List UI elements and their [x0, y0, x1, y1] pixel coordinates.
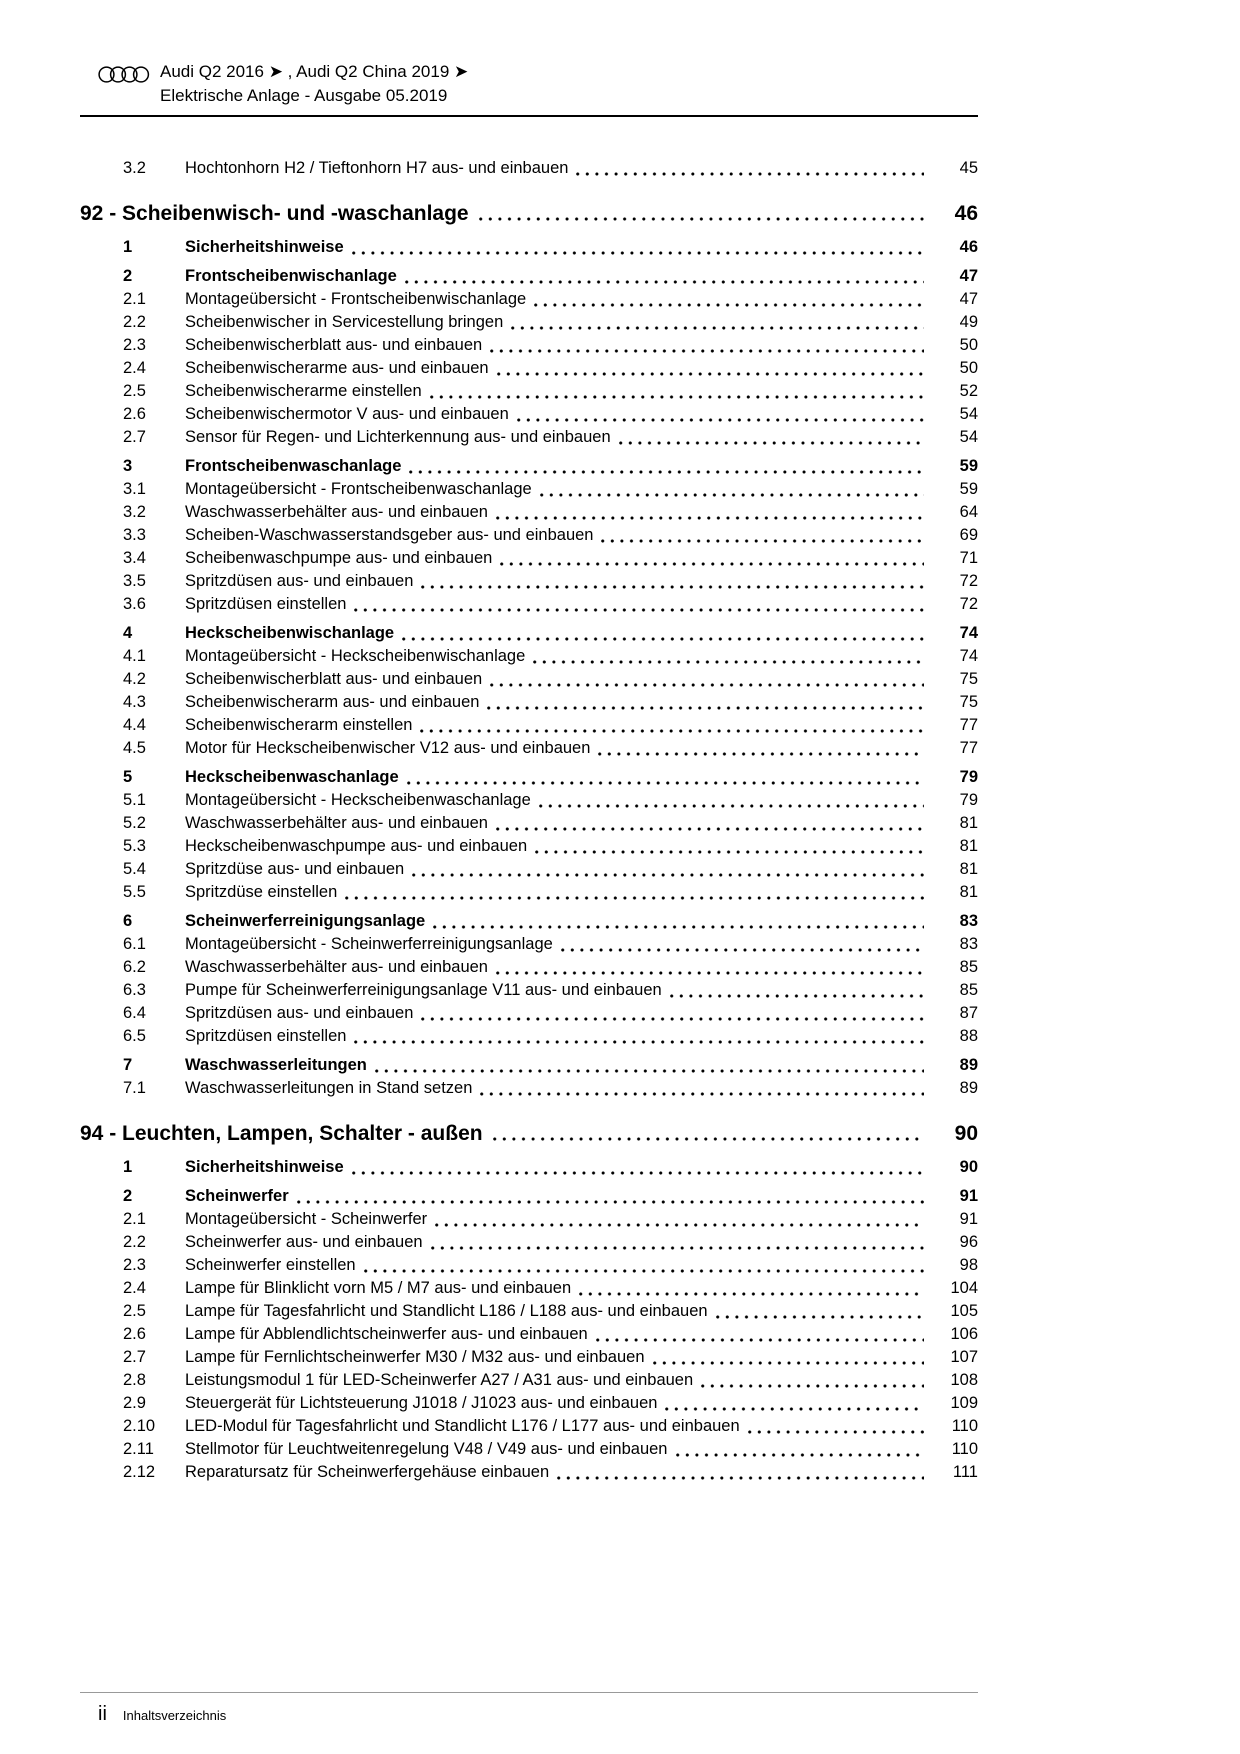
dotted-leader	[420, 729, 924, 733]
toc-entry	[80, 455, 978, 478]
toc-entry	[80, 979, 978, 1002]
entry-page-number: 75	[959, 670, 978, 688]
entry-number: 5.5	[123, 883, 146, 901]
dotted-leader	[561, 948, 924, 952]
toc-entry	[80, 835, 978, 858]
entry-number: 2.4	[123, 359, 146, 377]
entry-title: Montageübersicht - Scheinwerfer	[185, 1210, 428, 1228]
entry-page-number: 50	[959, 359, 978, 377]
entry-page-number: 71	[959, 549, 978, 567]
entry-title: Stellmotor für Leuchtweitenregelung V48 / V49 aus- und einbauen	[185, 1440, 668, 1458]
toc-section-heading	[80, 200, 978, 227]
entry-page-number: 104	[950, 1279, 978, 1297]
entry-title: Lampe für Fernlichtscheinwerfer M30 / M32 aus- und einbauen	[185, 1348, 645, 1366]
toc-entry	[80, 501, 978, 524]
entry-page-number: 81	[959, 883, 978, 901]
entry-number: 4.3	[123, 693, 146, 711]
entry-title: Scheibenwischer in Servicestellung bringen	[185, 313, 504, 331]
entry-page-number: 54	[959, 405, 978, 423]
entry-page-number: 91	[959, 1210, 978, 1228]
entry-page-number: 105	[950, 1302, 978, 1320]
toc-entry	[80, 1415, 978, 1438]
entry-page-number: 91	[959, 1187, 978, 1205]
dotted-leader	[533, 660, 924, 664]
entry-number: 6.1	[123, 935, 146, 953]
toc-entry	[80, 1185, 978, 1208]
entry-number: 3.4	[123, 549, 146, 567]
entry-page-number: 52	[959, 382, 978, 400]
entry-page-number: 98	[959, 1256, 978, 1274]
toc-entry	[80, 288, 978, 311]
dotted-leader	[493, 1137, 924, 1141]
entry-number: 2.1	[123, 290, 146, 308]
toc-entry	[80, 357, 978, 380]
toc-entry	[80, 1208, 978, 1231]
entry-page-number: 49	[959, 313, 978, 331]
entry-page-number: 106	[950, 1325, 978, 1343]
dotted-leader	[497, 372, 924, 376]
entry-title: Scheinwerfer einstellen	[185, 1256, 356, 1274]
entry-page-number: 110	[951, 1417, 978, 1435]
toc-entry	[80, 910, 978, 933]
entry-number: 2.7	[123, 1348, 146, 1366]
entry-title: Hochtonhorn H2 / Tieftonhorn H7 aus- und einbauen	[185, 159, 569, 177]
entry-number: 6.4	[123, 1004, 146, 1022]
entry-title: Reparatursatz für Scheinwerfergehäuse einbauen	[185, 1463, 550, 1481]
entry-page-number: 79	[959, 791, 978, 809]
entry-page-number: 87	[959, 1004, 978, 1022]
entry-page-number: 74	[959, 647, 978, 665]
entry-title: Heckscheibenwischanlage	[185, 624, 395, 642]
entry-page-number: 81	[959, 860, 978, 878]
toc-entry	[80, 157, 978, 180]
entry-page-number: 83	[959, 935, 978, 953]
toc-entry	[80, 524, 978, 547]
toc-entry	[80, 334, 978, 357]
toc-entry	[80, 1346, 978, 1369]
entry-number: 2.11	[123, 1440, 154, 1458]
entry-title: Spritzdüsen einstellen	[185, 1027, 347, 1045]
entry-number: 3.2	[123, 159, 146, 177]
toc-entry	[80, 426, 978, 449]
entry-page-number: 89	[959, 1079, 978, 1097]
entry-title: Waschwasserbehälter aus- und einbauen	[185, 814, 488, 832]
entry-title: Sicherheitshinweise	[185, 1158, 344, 1176]
entry-title: Montageübersicht - Scheinwerferreinigungsanlage	[185, 935, 553, 953]
toc-entry	[80, 1077, 978, 1100]
entry-title: Scheibenwischerarme einstellen	[185, 382, 422, 400]
entry-number: 2	[123, 1187, 133, 1205]
dotted-leader	[579, 1292, 924, 1296]
entry-title: Heckscheibenwaschanlage	[185, 768, 399, 786]
entry-number: 3.6	[123, 595, 146, 613]
entry-page-number: 96	[959, 1233, 978, 1251]
entry-number: 7	[123, 1056, 133, 1074]
dotted-leader	[601, 539, 924, 543]
entry-title: Frontscheibenwischanlage	[185, 267, 397, 285]
entry-number: 3	[123, 457, 133, 475]
dotted-leader	[490, 349, 924, 353]
entry-number: 3.2	[123, 503, 146, 521]
entry-title: Waschwasserleitungen	[185, 1056, 367, 1074]
dotted-leader	[412, 873, 924, 877]
entry-title: Scheinwerferreinigungsanlage	[185, 912, 426, 930]
entry-number: 4.2	[123, 670, 146, 688]
dotted-leader	[511, 326, 924, 330]
entry-title: Spritzdüse einstellen	[185, 883, 338, 901]
dotted-leader	[701, 1384, 924, 1388]
entry-title: Lampe für Tagesfahrlicht und Standlicht L186 / L188 aus- und einbauen	[185, 1302, 708, 1320]
entry-title: Leistungsmodul 1 für LED-Scheinwerfer A27 / A31 aus- und einbauen	[185, 1371, 694, 1389]
toc-entry	[80, 1323, 978, 1346]
dotted-leader	[670, 994, 924, 998]
entry-title: Scheiben-Waschwasserstandsgeber aus- und einbauen	[185, 526, 594, 544]
toc-entry	[80, 1300, 978, 1323]
dotted-leader	[496, 516, 924, 520]
entry-number: 2.9	[123, 1394, 146, 1412]
entry-title: Pumpe für Scheinwerferreinigungsanlage V11 aus- und einbauen	[185, 981, 662, 999]
entry-number: 2.8	[123, 1371, 146, 1389]
entry-number: 2.1	[123, 1210, 146, 1228]
dotted-leader	[557, 1476, 924, 1480]
dotted-leader	[480, 1092, 924, 1096]
dotted-leader	[517, 418, 924, 422]
entry-number: 2.2	[123, 313, 146, 331]
entry-number: 5.4	[123, 860, 146, 878]
entry-title: Montageübersicht - Heckscheibenwischanlage	[185, 647, 526, 665]
dotted-leader	[665, 1407, 924, 1411]
entry-title: Spritzdüsen aus- und einbauen	[185, 1004, 414, 1022]
entry-page-number: 111	[952, 1463, 978, 1481]
entry-number: 2.12	[123, 1463, 156, 1481]
dotted-leader	[619, 441, 924, 445]
entry-number: 1	[123, 238, 133, 256]
toc-entry	[80, 1025, 978, 1048]
toc-entry	[80, 1254, 978, 1277]
entry-number: 2.7	[123, 428, 146, 446]
section-page-number: 46	[954, 202, 978, 225]
dotted-leader	[534, 303, 924, 307]
header-text	[160, 60, 468, 108]
entry-page-number: 85	[959, 958, 978, 976]
dotted-leader	[345, 896, 924, 900]
entry-title: Scheibenwischerblatt aus- und einbauen	[185, 336, 483, 354]
entry-title: Lampe für Blinklicht vorn M5 / M7 aus- und einbauen	[185, 1279, 572, 1297]
entry-number: 4.5	[123, 739, 146, 757]
toc-entry	[80, 1369, 978, 1392]
entry-page-number: 45	[959, 159, 978, 177]
dotted-leader	[421, 1017, 924, 1021]
dotted-leader	[500, 562, 924, 566]
toc-list	[80, 157, 978, 1484]
toc-entry	[80, 812, 978, 835]
dotted-leader	[535, 850, 924, 854]
entry-number: 2.4	[123, 1279, 146, 1297]
dotted-leader	[407, 781, 924, 785]
toc-entry	[80, 1392, 978, 1415]
entry-page-number: 89	[959, 1056, 978, 1074]
entry-title: Waschwasserleitungen in Stand setzen	[185, 1079, 473, 1097]
toc-entry	[80, 789, 978, 812]
entry-title: Lampe für Abblendlichtscheinwerfer aus- und einbauen	[185, 1325, 588, 1343]
toc-entry	[80, 547, 978, 570]
header-model-line: Audi Q2 2016 ➤ , Audi Q2 China 2019 ➤	[160, 62, 469, 81]
entry-title: LED-Modul für Tagesfahrlicht und Standlicht L176 / L177 aus- und einbauen	[185, 1417, 740, 1435]
page-header	[80, 60, 978, 108]
entry-number: 5.3	[123, 837, 146, 855]
dotted-leader	[421, 585, 924, 589]
dotted-leader	[487, 706, 924, 710]
entry-number: 2.5	[123, 1302, 146, 1320]
dotted-leader	[716, 1315, 924, 1319]
entry-number: 5.1	[123, 791, 146, 809]
toc-entry	[80, 766, 978, 789]
dotted-leader	[364, 1269, 924, 1273]
dotted-leader	[490, 683, 924, 687]
section-page-number: 90	[954, 1122, 978, 1145]
entry-title: Montageübersicht - Heckscheibenwaschanlage	[185, 791, 531, 809]
toc-entry	[80, 593, 978, 616]
entry-page-number: 54	[959, 428, 978, 446]
entry-page-number: 108	[950, 1371, 978, 1389]
toc-entry	[80, 570, 978, 593]
dotted-leader	[375, 1069, 924, 1073]
entry-number: 2.3	[123, 336, 146, 354]
entry-page-number: 72	[959, 595, 978, 613]
entry-number: 3.1	[123, 480, 146, 498]
entry-number: 6.5	[123, 1027, 146, 1045]
toc-entry	[80, 668, 978, 691]
audi-rings-icon	[98, 65, 150, 84]
dotted-leader	[748, 1430, 924, 1434]
entry-page-number: 109	[950, 1394, 978, 1412]
dotted-leader	[540, 493, 924, 497]
section-title: 94 - Leuchten, Lampen, Schalter - außen	[80, 1122, 483, 1145]
entry-title: Scheibenwaschpumpe aus- und einbauen	[185, 549, 493, 567]
entry-number: 1	[123, 1158, 133, 1176]
toc-entry	[80, 1231, 978, 1254]
toc-entry	[80, 1277, 978, 1300]
entry-title: Waschwasserbehälter aus- und einbauen	[185, 503, 488, 521]
dotted-leader	[402, 637, 924, 641]
entry-page-number: 47	[959, 267, 978, 285]
entry-page-number: 110	[951, 1440, 978, 1458]
toc-entry	[80, 645, 978, 668]
toc-entry	[80, 691, 978, 714]
toc-entry	[80, 737, 978, 760]
page-content	[80, 0, 978, 1484]
entry-number: 2.3	[123, 1256, 146, 1274]
entry-title: Scheibenwischerarme aus- und einbauen	[185, 359, 489, 377]
entry-title: Sicherheitshinweise	[185, 238, 344, 256]
entry-page-number: 75	[959, 693, 978, 711]
toc-entry	[80, 265, 978, 288]
dotted-leader	[352, 1171, 924, 1175]
entry-title: Spritzdüse aus- und einbauen	[185, 860, 405, 878]
entry-page-number: 81	[959, 814, 978, 832]
header-rule	[80, 115, 978, 117]
dotted-leader	[598, 752, 924, 756]
entry-page-number: 59	[959, 480, 978, 498]
page-footer	[80, 1692, 978, 1726]
entry-number: 3.5	[123, 572, 146, 590]
dotted-leader	[352, 251, 924, 255]
toc-entry	[80, 933, 978, 956]
toc-entry	[80, 403, 978, 426]
entry-number: 5	[123, 768, 133, 786]
entry-page-number: 69	[959, 526, 978, 544]
entry-title: Scheibenwischerarm einstellen	[185, 716, 413, 734]
entry-title: Scheibenwischermotor V aus- und einbauen	[185, 405, 509, 423]
entry-title: Steuergerät für Lichtsteuerung J1018 / J1023 aus- und einbauen	[185, 1394, 658, 1412]
entry-page-number: 90	[959, 1158, 978, 1176]
entry-page-number: 77	[959, 739, 978, 757]
entry-number: 2.10	[123, 1417, 156, 1435]
entry-page-number: 47	[959, 290, 978, 308]
entry-title: Waschwasserbehälter aus- und einbauen	[185, 958, 488, 976]
entry-number: 2	[123, 267, 133, 285]
entry-page-number: 79	[959, 768, 978, 786]
entry-title: Scheibenwischerarm aus- und einbauen	[185, 693, 480, 711]
entry-number: 2.6	[123, 1325, 146, 1343]
dotted-leader	[435, 1223, 924, 1227]
entry-page-number: 50	[959, 336, 978, 354]
entry-number: 6	[123, 912, 133, 930]
entry-page-number: 74	[959, 624, 978, 642]
toc-entry	[80, 311, 978, 334]
toc-section-heading	[80, 1120, 978, 1147]
dotted-leader	[354, 608, 924, 612]
entry-page-number: 72	[959, 572, 978, 590]
entry-title: Spritzdüsen aus- und einbauen	[185, 572, 414, 590]
entry-title: Sensor für Regen- und Lichterkennung aus- und einbauen	[185, 428, 611, 446]
entry-title: Montageübersicht - Frontscheibenwischanlage	[185, 290, 527, 308]
dotted-leader	[479, 217, 924, 221]
entry-page-number: 83	[959, 912, 978, 930]
entry-number: 5.2	[123, 814, 146, 832]
entry-number: 6.3	[123, 981, 146, 999]
toc-entry	[80, 1156, 978, 1179]
dotted-leader	[405, 280, 924, 284]
toc-entry	[80, 858, 978, 881]
dotted-leader	[354, 1040, 924, 1044]
dotted-leader	[539, 804, 924, 808]
toc-entry	[80, 1438, 978, 1461]
dotted-leader	[496, 971, 924, 975]
footer-section-label: Inhaltsverzeichnis	[122, 1708, 227, 1723]
dotted-leader	[409, 470, 924, 474]
toc-entry	[80, 714, 978, 737]
toc-entry	[80, 622, 978, 645]
entry-title: Scheinwerfer aus- und einbauen	[185, 1233, 423, 1251]
entry-number: 4.1	[123, 647, 146, 665]
entry-page-number: 64	[959, 503, 978, 521]
entry-title: Heckscheibenwaschpumpe aus- und einbauen	[185, 837, 528, 855]
dotted-leader	[596, 1338, 924, 1342]
dotted-leader	[576, 172, 924, 176]
toc-entry	[80, 881, 978, 904]
entry-title: Motor für Heckscheibenwischer V12 aus- und einbauen	[185, 739, 591, 757]
entry-title: Montageübersicht - Frontscheibenwaschanlage	[185, 480, 532, 498]
dotted-leader	[433, 925, 924, 929]
toc-entry	[80, 478, 978, 501]
entry-page-number: 85	[959, 981, 978, 999]
entry-page-number: 46	[959, 238, 978, 256]
header-edition-line: Elektrische Anlage - Ausgabe 05.2019	[160, 86, 448, 105]
dotted-leader	[653, 1361, 925, 1365]
toc-entry	[80, 1002, 978, 1025]
entry-number: 3.3	[123, 526, 146, 544]
entry-page-number: 81	[959, 837, 978, 855]
entry-title: Spritzdüsen einstellen	[185, 595, 347, 613]
entry-page-number: 59	[959, 457, 978, 475]
entry-number: 2.6	[123, 405, 146, 423]
toc-entry	[80, 1054, 978, 1077]
entry-number: 4.4	[123, 716, 146, 734]
toc-entry	[80, 1461, 978, 1484]
dotted-leader	[431, 1246, 924, 1250]
entry-page-number: 77	[959, 716, 978, 734]
entry-title: Frontscheibenwaschanlage	[185, 457, 402, 475]
section-title: 92 - Scheibenwisch- und -waschanlage	[80, 202, 469, 225]
dotted-leader	[430, 395, 924, 399]
dotted-leader	[676, 1453, 925, 1457]
entry-number: 2.2	[123, 1233, 146, 1251]
entry-title: Scheinwerfer	[185, 1187, 289, 1205]
dotted-leader	[496, 827, 924, 831]
entry-number: 7.1	[123, 1079, 146, 1097]
entry-number: 6.2	[123, 958, 146, 976]
toc-entry	[80, 380, 978, 403]
dotted-leader	[297, 1200, 924, 1204]
entry-page-number: 107	[950, 1348, 978, 1366]
footer-page-number: ii	[98, 1703, 107, 1725]
entry-number: 4	[123, 624, 133, 642]
toc-entry	[80, 956, 978, 979]
toc-entry	[80, 236, 978, 259]
entry-title: Scheibenwischerblatt aus- und einbauen	[185, 670, 483, 688]
entry-number: 2.5	[123, 382, 146, 400]
entry-page-number: 88	[959, 1027, 978, 1045]
